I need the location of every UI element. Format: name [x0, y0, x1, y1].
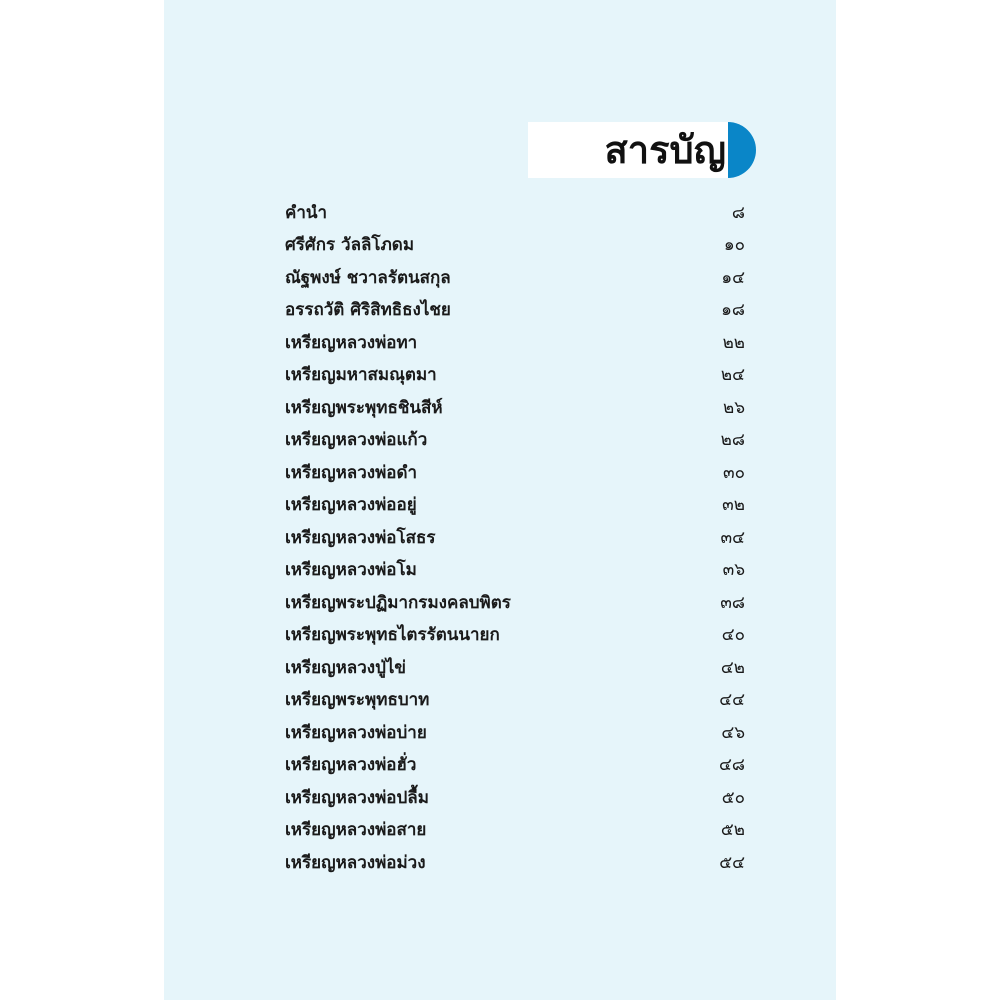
toc-page-number: ๔๐: [721, 625, 745, 646]
toc-row: [285, 716, 745, 749]
toc-page-number: ๑๐: [723, 235, 745, 256]
toc-page-number: ๕๒: [720, 820, 745, 841]
toc-title: เหรียญหลวงพ่อดำ: [285, 462, 418, 483]
toc-row: [285, 521, 745, 554]
toc-row: [285, 651, 745, 684]
toc-title: เหรียญหลวงพ่อโสธร: [285, 527, 436, 548]
book-page: [164, 0, 836, 1000]
toc-row: [285, 456, 745, 489]
toc-page-number: ๕๔: [719, 852, 745, 873]
toc-page-number: ๕๐: [721, 787, 745, 808]
toc-row: [285, 229, 745, 262]
title-box: [528, 122, 732, 178]
toc-page-number: ๒๒: [722, 332, 745, 353]
toc-row: [285, 554, 745, 587]
toc-row: [285, 749, 745, 782]
toc-row: [285, 489, 745, 522]
toc-page-number: ๔๘: [719, 755, 745, 776]
toc-row: [285, 261, 745, 294]
toc-row: [285, 294, 745, 327]
toc-page-number: ๓๐: [723, 462, 745, 483]
toc-title: เหรียญพระพุทธบาท: [285, 690, 430, 711]
toc-title: เหรียญหลวงพ่อแก้ว: [285, 430, 428, 451]
toc-row: [285, 619, 745, 652]
toc-title: เหรียญหลวงพ่อสาย: [285, 820, 427, 841]
toc-row: [285, 846, 745, 879]
toc-title: เหรียญหลวงพ่ออยู่: [285, 495, 417, 516]
toc-title: เหรียญพระปฏิมากรมงคลบพิตร: [285, 592, 511, 613]
toc-header: [528, 122, 754, 178]
toc-title: เหรียญหลวงพ่อปลื้ม: [285, 787, 429, 808]
toc-page-number: ๔๒: [720, 657, 745, 678]
toc-page-number: ๒๖: [723, 397, 745, 418]
toc-page-number: ๓๘: [720, 592, 745, 613]
toc-page-number: ๔๔: [719, 690, 745, 711]
toc-row: [285, 424, 745, 457]
toc-page-number: ๔๖: [721, 722, 745, 743]
toc-row: [285, 391, 745, 424]
toc-row: [285, 586, 745, 619]
toc-title: เหรียญหลวงพ่อฮั่ว: [285, 755, 417, 776]
toc-page-number: ๒๔: [720, 365, 745, 386]
toc-page-number: ๑๔: [721, 267, 745, 288]
toc-row: [285, 814, 745, 847]
toc-page-number: ๑๘: [721, 300, 745, 321]
toc-title: ศรีศักร วัลลิโภดม: [285, 235, 415, 256]
toc-row: [285, 326, 745, 359]
toc-title: เหรียญพระพุทธชินสีห์: [285, 397, 443, 418]
title-accent-tab: [728, 122, 756, 178]
toc-row: [285, 781, 745, 814]
toc-title: เหรียญพระพุทธไตรรัตนนายก: [285, 625, 500, 646]
toc-page-number: ๓๒: [722, 495, 745, 516]
toc-title: เหรียญหลวงปู่ไข่: [285, 657, 407, 678]
toc-page-number: ๘: [731, 202, 745, 223]
toc-title: เหรียญมหาสมณุตมา: [285, 365, 437, 386]
toc-row: [285, 196, 745, 229]
toc-title: เหรียญหลวงพ่อบ่าย: [285, 722, 427, 743]
toc-title: คำนำ: [285, 202, 328, 223]
toc-page-number: ๒๘: [720, 430, 745, 451]
toc-title: เหรียญหลวงพ่อม่วง: [285, 852, 426, 873]
toc-title: ณัฐพงษ์ ชวาลรัตนสกุล: [285, 267, 451, 288]
toc-page-number: ๓๖: [722, 560, 745, 581]
toc-page-number: ๓๔: [720, 527, 745, 548]
toc-title: เหรียญหลวงพ่อทา: [285, 332, 418, 353]
page-title: สารบัญ: [604, 128, 726, 172]
toc-title: อรรถวัติ ศิริสิทธิธงไชย: [285, 300, 451, 321]
toc-row: [285, 359, 745, 392]
toc-row: [285, 684, 745, 717]
toc-title: เหรียญหลวงพ่อโม: [285, 560, 417, 581]
table-of-contents: [285, 196, 745, 879]
